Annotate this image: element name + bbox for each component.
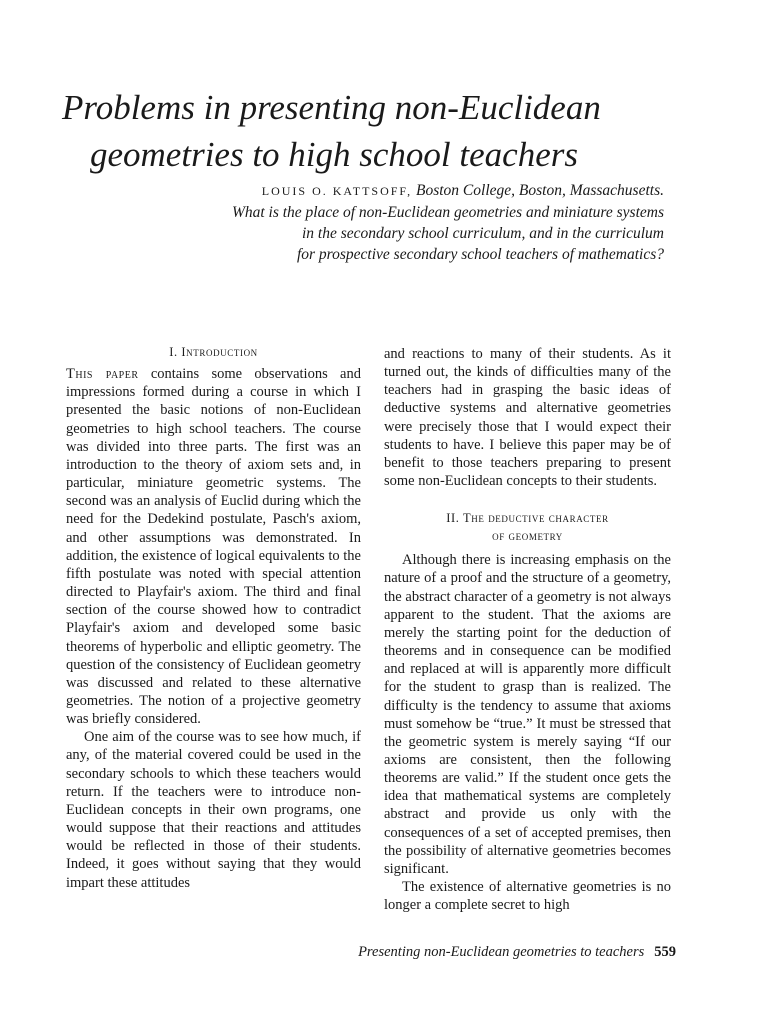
article-title bbox=[0, 84, 768, 178]
author-name: LOUIS O. KATTSOFF, bbox=[261, 184, 413, 198]
title-line-2: geometries to high school teachers bbox=[90, 135, 578, 174]
page-footer bbox=[358, 944, 676, 961]
author-line bbox=[232, 180, 664, 202]
section-1-heading: I. Introduction bbox=[169, 345, 258, 359]
left-column bbox=[66, 343, 361, 892]
page-number: 559 bbox=[654, 944, 676, 960]
lead-words: This paper bbox=[66, 366, 139, 383]
title-line-1: Problems in presenting non-Euclidean bbox=[62, 88, 601, 127]
right-column bbox=[384, 345, 671, 914]
abstract-line-1: What is the place of non-Euclidean geometries and miniature systems bbox=[231, 204, 664, 221]
abstract-line-2: in the secondary school curriculum, and in the curriculum bbox=[301, 225, 664, 242]
section-2-paragraph-2: The existence of alternative geometries is no longer a complete secret to high bbox=[384, 879, 671, 914]
abstract bbox=[232, 202, 664, 265]
running-title: Presenting non-Euclidean geometries to teachers bbox=[358, 944, 645, 960]
section-2-heading: II. The deductive character of geometry bbox=[446, 511, 609, 544]
section-1-paragraph-2-continued: and reactions to many of their students. As it turned out, the kinds of difficulties many of the teachers had in grasping the basic ideas of deductive systems and alternative geometries were precisely those that I would expect their students to have. I believe this paper may be of benefit to those teachers preparing to present some non-Euclidean concepts to their students. bbox=[384, 346, 671, 490]
abstract-line-3: for prospective secondary school teachers of mathematics? bbox=[296, 246, 664, 263]
section-1-paragraph-2: One aim of the course was to see how much, if any, of the material covered could be used in the secondary schools to which these teachers would return. If the teachers were to introduce non-Euclidean concepts in their own programs, one would suppose that their reactions and attitudes would be reflected in those of their students. Indeed, it goes without saying that they would impart these attitudes bbox=[66, 729, 361, 891]
section-2-paragraph-1: Although there is increasing emphasis on the nature of a proof and the structure of a geometry, the abstract character of a geometry is not always apparent to the student. That the axioms are merely the starting point for the deduction of theorems and in consequence can be modified and replaced at will is apparently more difficult for the student to grasp than is realized. The difficulty is the tendency to assume that axioms must somehow be “true.” It must be stressed that the geometric system is merely saying “If our axioms are consistent, then the following theorems are valid.” If the student once gets the idea that mathematical systems are completely abstract and provide us only with the consequences of a set of accepted premises, then the possibility of alternative geometries becomes significant. bbox=[384, 552, 671, 877]
section-1-paragraph-1: This paper contains some observations and impressions formed during a course in which I presented the basic notions of non-Euclidean geometries to high school teachers. The course was divided into three parts. The first was an introduction to the theory of axiom sets and, in particular, miniature geometric systems. The second was an analysis of Euclid during which the need for the Dedekind postulate, Pasch's axiom, and other assumptions was demonstrated. In addition, the existence of logical equivalents to the fifth postulate was noted with special attention directed to Playfair's axiom. The third and final section of the course showed how to contradict Playfair's axiom and developed some basic theorems of hyperbolic and elliptic geometry. The question of the consistency of Euclidean geometry was discussed and related to these alternative geometries. The notion of a projective geometry was briefly considered. bbox=[66, 366, 361, 728]
author-affiliation: Boston College, Boston, Massachusetts. bbox=[412, 182, 664, 199]
byline bbox=[232, 180, 664, 265]
